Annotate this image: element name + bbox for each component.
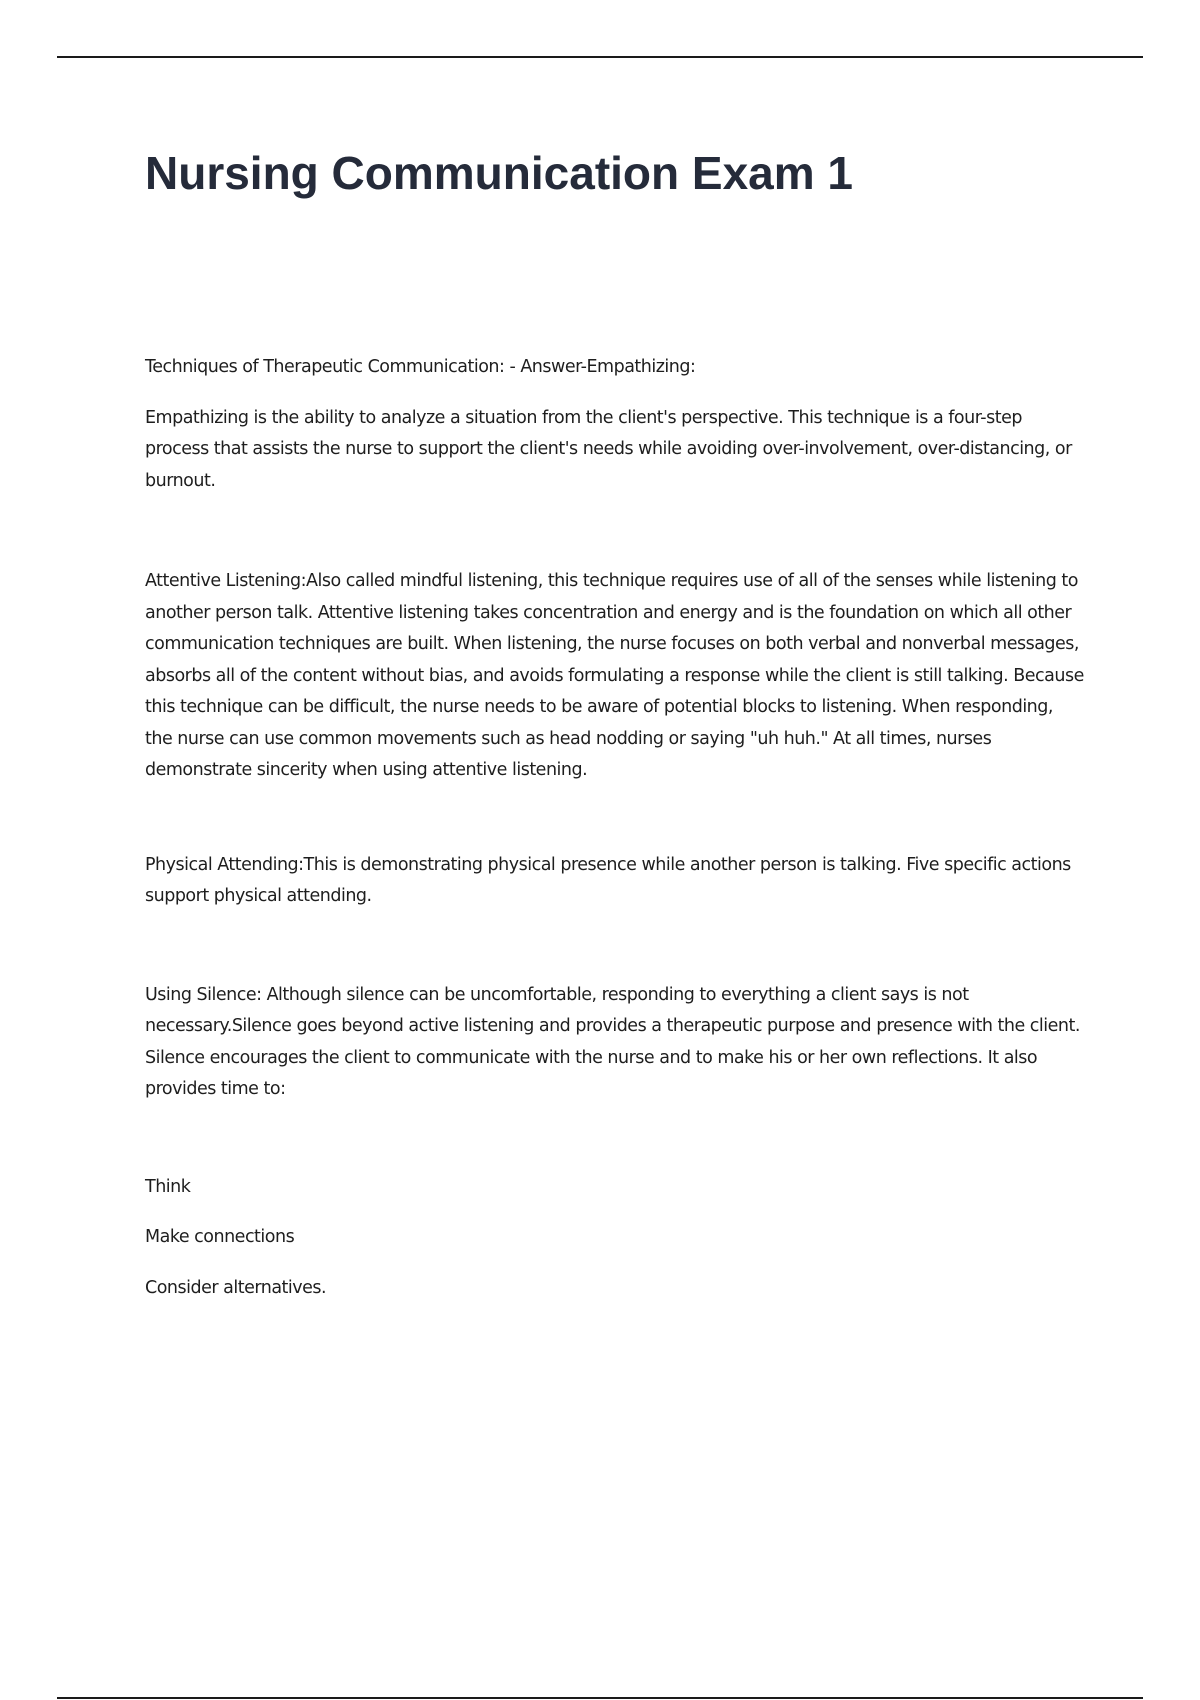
document-body — [145, 352, 1085, 1304]
paragraph-physical-attending: Physical Attending:This is demonstrating physical presence while another person is talking. Five specific actions support physical attending. — [145, 854, 1071, 906]
document-title: Nursing Communication Exam 1 — [145, 147, 854, 199]
list-item: Think — [145, 1176, 191, 1197]
paragraph-using-silence: Using Silence: Although silence can be uncomfortable, responding to everything a client says is not necessary.Silence goes beyond active listening and provides a therapeutic purpose and presence with the client. Silence encourages the client to communicate with the nurse and to make his or her own reflections. It also provides time to: — [145, 984, 1080, 1099]
section-heading-line: Techniques of Therapeutic Communication: - Answer-Empathizing: — [145, 357, 696, 377]
bottom-rule — [57, 1697, 1143, 1699]
list-item: Make connections — [145, 1227, 295, 1247]
list-item: Consider alternatives. — [145, 1277, 327, 1298]
paragraph-attentive-listening: Attentive Listening:Also called mindful listening, this technique requires use of all of the senses while listening to another person talk. Attentive listening takes concentration and energy and is the foundation on which all other communication techniques are built. When listening, the nurse focuses on both verbal and nonverbal messages, absorbs all of the content without bias, and avoids formulating a response while the client is still talking. Because this technique can be difficult, the nurse needs to be aware of potential blocks to listening. When responding, the nurse can use common movements such as head nodding or saying "uh huh." At all times, nurses demonstrate sincerity when using attentive listening. — [145, 571, 1084, 780]
paragraph-empathizing: Empathizing is the ability to analyze a situation from the client's perspective. This technique is a four-step process that assists the nurse to support the client's needs while avoiding over-involvement, over-distancing, or burnout. — [145, 407, 1072, 491]
top-rule — [57, 56, 1143, 58]
